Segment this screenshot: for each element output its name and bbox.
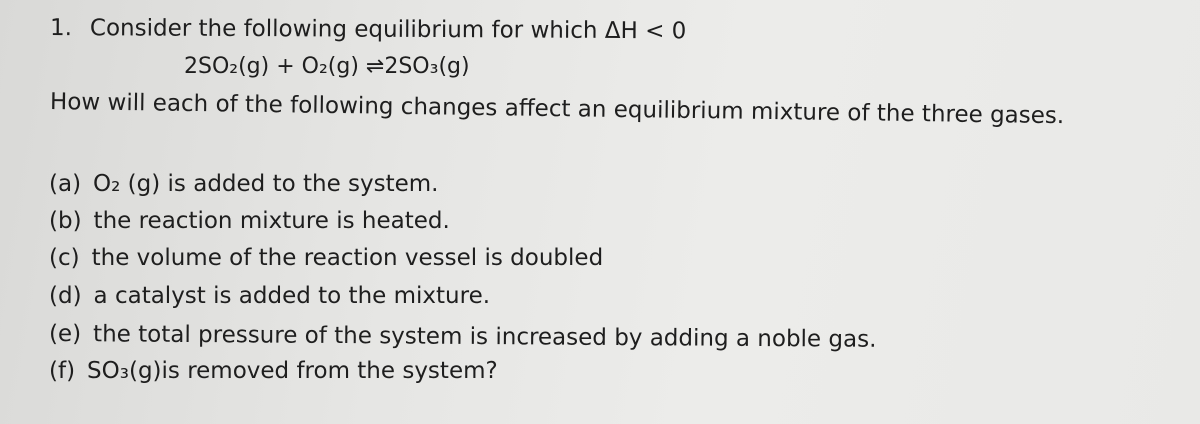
item-text: the total pressure of the system is increased by adding a noble gas. <box>93 321 877 353</box>
question-intro: Consider the following equilibrium for which ΔH < 0 <box>89 15 687 45</box>
list-item <box>49 357 498 385</box>
list-item <box>49 320 877 354</box>
item-text: SO₃(g)is removed from the system? <box>87 358 498 384</box>
list-item <box>49 282 490 310</box>
list-item <box>49 207 450 235</box>
list-item <box>49 244 603 272</box>
question-number: 1. <box>49 15 73 42</box>
item-text: a catalyst is added to the mixture. <box>93 283 491 309</box>
item-tag: (b) <box>49 208 82 234</box>
item-tag: (f) <box>49 358 76 384</box>
item-text: the reaction mixture is heated. <box>93 208 450 234</box>
question-intro-line <box>50 14 686 45</box>
item-text: the volume of the reaction vessel is doubled <box>91 245 604 271</box>
list-item <box>49 170 439 198</box>
item-tag: (c) <box>49 245 80 271</box>
item-tag: (a) <box>49 171 82 197</box>
question-prompt: How will each of the following changes affect an equilibrium mixture of the three gases. <box>49 89 1065 130</box>
equilibrium-equation: 2SO₂(g) + O₂(g) ⇌2SO₃(g) <box>184 54 470 79</box>
item-text: O₂ (g) is added to the system. <box>93 171 439 197</box>
item-tag: (d) <box>49 283 82 309</box>
item-tag: (e) <box>48 321 82 348</box>
